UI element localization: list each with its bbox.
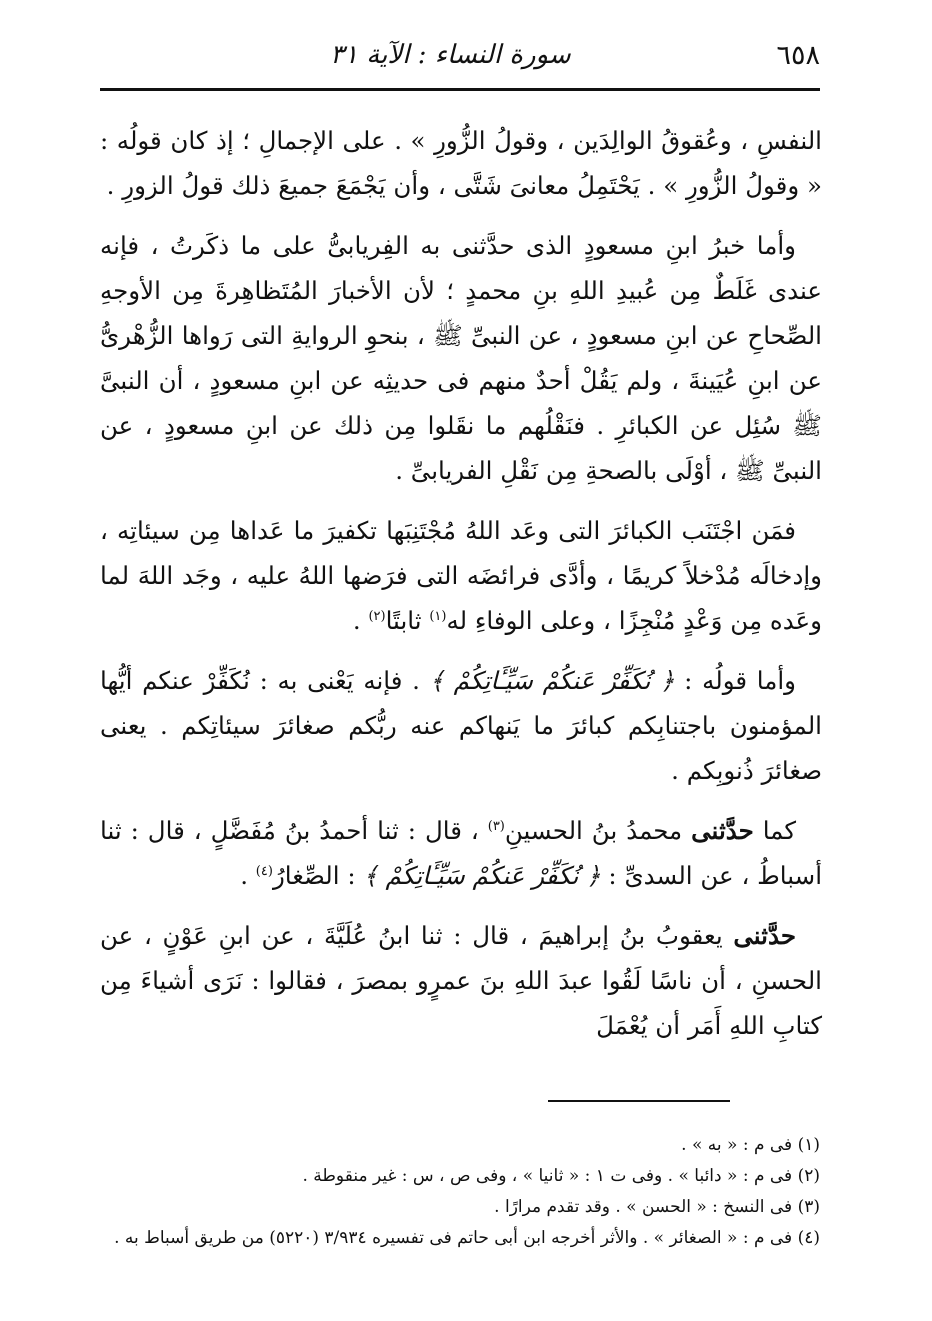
footnote-ref-4[interactable]: (٤): [255, 863, 273, 879]
paragraph-6-text: يعقوبُ بنُ إبراهيمَ ، قال : ثنا ابنُ عُلَيَّةَ ، عن ابنِ عَوْنٍ ، عن الحسنِ ، أن ناسًا لَقُوا عبدَ اللهِ بنَ عمرٍو بمصرَ ، فقالوا : نَرَى أشياءَ مِن كتابِ اللهِ أَمَر أن يُعْمَلَ: [100, 921, 822, 1040]
quran-quote: ﴿ نُكَفِّرْ عَنكُمْ سَيِّـَٔاتِكُمْ ﴾: [429, 666, 675, 695]
paragraph-5-text: كما: [753, 816, 796, 845]
paragraph-5-gloss: : الصِّغارُ: [272, 861, 364, 890]
footnotes: [95, 1130, 820, 1254]
footnote-2: (٢) فى م : « دائبا » . وفى ت ١ : « ثانيا » ، وفى ص ، س : غير منقوطة .: [302, 1166, 820, 1186]
page-number: ٦٥٨: [776, 39, 820, 71]
paragraph-2-text: وأما خبرُ ابنِ مسعودٍ الذى حدَّثنى به الفِريابىُّ على ما ذكَرتُ ، فإنه عندى غَلَطٌ مِن عُبيدِ اللهِ بنِ محمدٍ ؛ لأن الأخبارَ المُتَظاهِرةَ مِن الأوجهِ الصِّحاحِ عن ابنِ مسعودٍ ، عن النبىِّ ﷺ ، بنحوِ الروايةِ التى رَواها الزُّهْرىُّ عن ابنِ عُيَينةَ ، ولم يَقُلْ أحدٌ منهم فى حديثِه عن ابنِ مسعودٍ ، أن النبىَّ ﷺ سُئِل عن الكبائرِ . فنَقْلُهم ما نقَلوا مِن ذلك عن ابنِ مسعودٍ ، عن النبىِّ ﷺ ، أوْلَى بالصحةِ مِن نَقْلِ الفريابىِّ .: [100, 231, 822, 485]
paragraph-3-text-mid: ثابتًا: [385, 606, 430, 635]
paragraph-5-chain: ، قال : ثنا أحمدُ بنُ مُفَضَّلٍ ، قال : ثنا أسباطُ ، عن السدىِّ :: [100, 816, 822, 890]
header-rule: [100, 88, 820, 91]
hadith-chain-marker: حدَّثنى: [691, 816, 754, 845]
footnote-separator: [548, 1100, 730, 1102]
surah-title: سورة النساء : الآية ٣١: [330, 40, 571, 70]
paragraph-3-text-end: .: [352, 606, 369, 635]
paragraph-4-text: وأما قولُه :: [674, 666, 796, 695]
paragraph-5: [100, 808, 822, 898]
footnote-4: (٤) فى م : « الصغائر » . والأثر أخرجه ابن أبى حاتم فى تفسيره ٣/٩٣٤ (٥٢٢٠) من طريق أسباط به .: [114, 1228, 820, 1248]
footnote-3: (٣) فى النسخ : « الحسن » . وقد تقدم مرارًا .: [494, 1197, 820, 1217]
footnote-ref-1[interactable]: (١): [429, 608, 447, 624]
paragraph-6: [100, 913, 822, 1048]
paragraph-5-narrator: محمدُ بنُ الحسينِ: [504, 816, 692, 845]
footnote-1: (١) فى م : « به » .: [681, 1135, 820, 1155]
quran-quote: ﴿ نُكَفِّرْ عَنكُمْ سَيِّـَٔاتِكُمْ ﴾: [363, 861, 601, 890]
paragraph-2: [100, 223, 822, 493]
footnote-ref-2[interactable]: (٢): [368, 608, 386, 624]
paragraph-4: [100, 658, 822, 793]
footnote-ref-3[interactable]: (٣): [487, 818, 505, 834]
page-header: [100, 30, 820, 80]
paragraph-1: [100, 118, 822, 208]
hadith-chain-marker: حدَّثنى: [733, 921, 796, 950]
paragraph-1-text: النفسِ ، وعُقوقُ الوالِدَين ، وقولُ الزُّورِ » . على الإجمالِ ؛ إذ كان قولُه : « وقولُ الزُّورِ » . يَحْتَمِلُ معانىَ شَتَّى ، وأن يَجْمَعَ جميعَ ذلك قولُ الزورِ .: [100, 126, 822, 200]
paragraph-3: [100, 508, 822, 643]
paragraph-5-text-end: .: [240, 861, 256, 890]
paragraph-4-text-end: . فإنه يَعْنى به : نُكَفِّرْ عنكم أيُّها المؤمنون باجتنابِكم كبائرَ ما يَنهاكم عنه ربُّكم صغائرَ سيئاتِكم . يعنى صغائرَ ذُنوبِكم .: [100, 666, 822, 785]
paragraph-3-text: فمَن اجْتَنَب الكبائرَ التى وعَد اللهُ مُجْتَنِبَها تكفيرَ ما عَداها مِن سيئاتِه ، وإدخالَه مُدْخلاً كريمًا ، وأدَّى فرائضَه التى فرَضها اللهُ عليه ، وجَد اللهَ لما وعَده مِن وَعْدٍ مُنْجِزًا ، وعلى الوفاءِ له: [100, 516, 822, 635]
main-text: [100, 118, 822, 1063]
